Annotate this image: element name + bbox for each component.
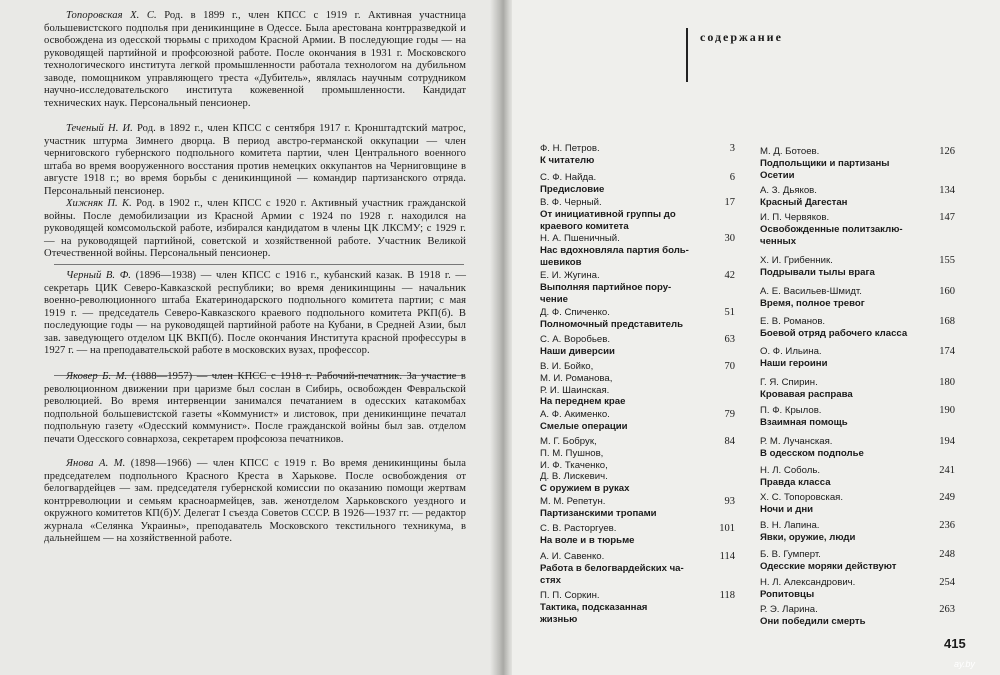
toc-entry-title: Тактика, подсказанная жизнью [540,601,648,625]
toc-entry-title: Взаимная помощь [760,416,848,428]
toc-entry-author: В. Ф. Черный. [540,197,602,208]
toc-entry-title: Наши диверсии [540,345,615,357]
toc-entry-author: П. П. Соркин. [540,590,600,601]
toc-entry [540,197,735,232]
left-page [0,0,495,675]
toc-entry-author: М. Д. Ботоев. [760,146,820,157]
toc-entry [540,270,735,305]
toc-entry-page: 126 [939,146,955,157]
toc-entry-page: 174 [939,346,955,357]
toc-entry [760,549,955,573]
toc-entry [760,212,955,247]
toc-entry-author: Е. В. Романов. [760,316,826,327]
toc-entry-author: М. М. Репетун. [540,496,606,507]
toc-entry-author: П. Ф. Крылов. [760,405,822,416]
toc-entry-title: Работа в белогвардейских ча- стях [540,562,684,586]
toc-entry [760,436,955,460]
toc-entry-author: Х. С. Топоровская. [760,492,844,503]
toc-entry [540,361,735,408]
toc-entry-title: На переднем крае [540,396,626,408]
toc-entry-author: А. И. Савенко. [540,551,605,562]
toc-entry [760,604,955,628]
toc-entry [540,172,735,196]
toc-entry [540,334,735,358]
toc-entry [540,590,735,625]
toc-entry-page: 147 [939,212,955,223]
toc-entry [540,496,735,520]
toc-entry-author: Д. Ф. Спиченко. [540,307,610,318]
biography-text: Род. в 1902 г., член КПСС с 1920 г. Активный участник гражданской войны. После демобилизации из Красной Армии с 1924 по 1928 г. находился на руководящей комсомольской работе, избирался кандидатом в члены ЦК ЛКСМУ; с 1929 г. — на руководящей партийной, советской и хозяйственной работе. Участник Великой Отечественной войны. Персональный пенсионер. [44,198,466,259]
toc-entry-title: Ночи и дни [760,503,814,515]
toc-entry [540,436,735,495]
toc-entry [760,465,955,489]
biography-entry [44,198,466,261]
toc-entry-page: 118 [719,590,735,601]
toc-entry-title: Нас вдохновляла партия боль- шевиков [540,244,689,268]
toc-entry-title: Ропитовцы [760,588,815,600]
toc-entry [760,405,955,429]
toc-entry-page: 155 [939,255,955,266]
toc-entry [540,143,735,167]
toc-entry-page: 236 [939,520,955,531]
toc-entry-page: 263 [939,604,955,615]
toc-entry-author: В. Н. Лапина. [760,520,820,531]
toc-entry-page: 194 [939,436,955,447]
toc-entry-author: О. Ф. Ильина. [760,346,822,357]
toc-entry-author: А. З. Дьяков. [760,185,817,196]
biography-text: (1898—1966) — член КПСС с 1919 г. Во время деникинщины была председателем подпольного Красного Креста в Харькове. После освобождения от белогвардейцев — зам. председателя губернской комиссии по оказанию помощи жертвам контрреволюции и семьям красноармейцев, зав. женотделом Харьковского уездного и окружного комитетов КП(б)У. Делегат I съезда Советов СССР. В 1926—1937 гг. — редактор журнала «Селянка Украины», преподаватель Московского текстильного техникума, в дальнейшем — на хозяйственной работе. [44,458,466,544]
toc-entry-page: 254 [939,577,955,588]
toc-entry-title: Кровавая расправа [760,388,853,400]
book-gutter [490,0,514,675]
toc-entry-page: 6 [729,172,735,183]
page-number: 415 [944,636,966,651]
toc-entry-page: 101 [719,523,735,534]
toc-entry-author: С. Ф. Найда. [540,172,597,183]
toc-entry-author: М. Г. Бобрук, П. М. Пушнов, И. Ф. Ткаченко, Д. В. Лискевич. [540,436,608,483]
toc-entry-page: 42 [724,270,735,281]
toc-entry-page: 79 [724,409,735,420]
toc-entry-title: Явки, оружие, люди [760,531,856,543]
toc-entry-title: Время, полное тревог [760,297,865,309]
toc-entry-author: Е. И. Жугина. [540,270,600,281]
toc-entry [540,551,735,586]
toc-entry-page: 63 [724,334,735,345]
toc-entry-author: И. П. Червяков. [760,212,830,223]
section-divider [54,264,464,265]
biography-name: Теченый Н. И. [66,123,133,134]
toc-entry-author: Г. Я. Спирин. [760,377,818,388]
toc-entry-title: Они победили смерть [760,615,866,627]
toc-entry-author: Ф. Н. Петров. [540,143,600,154]
toc-entry-page: 134 [939,185,955,196]
biography-entry [44,10,466,110]
toc-entry-title: Одесские моряки действуют [760,560,897,572]
toc-entry-title: Наши героини [760,357,828,369]
toc-entry [540,307,735,331]
biography-name: Топоровская Х. С. [66,10,157,21]
toc-entry-author: Б. В. Гумперт. [760,549,821,560]
biography-text: Род. в 1899 г., член КПСС с 1919 г. Активная участница большевистского подполья при деникинщине в Одессе. Была арестована контрразведкой и освобождена из одесской тюрьмы с приходом Красной Армии. В последующие годы — на руководящей партийной и профсоюзной работе. После окончания в 1931 г. Московского технологического института легкой промышленности работала технологом на дубильном заводе, помощником управляющего треста «Дубитель», являлась научным сотрудником научно-исследовательского института кожевенной промышленности. Кандидат технических наук. Персональный пенсионер. [44,10,466,109]
toc-entry-page: 114 [719,551,735,562]
toc-entry-page: 51 [724,307,735,318]
toc-entry-page: 3 [729,143,735,154]
biography-text: (1888—1957) — член КПСС с 1918 г. Рабочий-печатник. За участие в революционном движении при царизме был сослан в Сибирь, освобожден Февральской революцией. Во время интервенции занимался печатанием в одесских катакомбах подпольной большевистской газеты «Коммунист» и листовок, при деникинщине печатал подпольную газету «Одесский коммунист». После гражданской войны был зав. отделом печати Одесского совнархоза, секретарем профсоюза печатников. [44,371,466,445]
toc-entry-author: А. Ф. Акименко. [540,409,610,420]
toc-entry-title: Выполняя партийное пору- чение [540,281,672,305]
toc-heading: содержание [700,30,783,44]
toc-entry-page: 160 [939,286,955,297]
biography-entry [44,123,466,198]
toc-entry-author: Н. А. Пшеничный. [540,233,620,244]
toc-entry-page: 70 [724,361,735,372]
toc-entry-title: Подрывали тылы врага [760,266,875,278]
toc-entry [540,233,735,268]
toc-entry-page: 180 [939,377,955,388]
biography-name: Черный В. Ф. [66,270,131,281]
toc-entry-title: Освобожденные политзаклю- ченных [760,223,903,247]
toc-entry [760,185,955,209]
toc-entry-title: Полномочный представитель [540,318,683,330]
toc-entry-title: На воле и в тюрьме [540,534,635,546]
toc-entry-title: Подпольщики и партизаны Осетии [760,157,890,181]
toc-entry-title: Смелые операции [540,420,628,432]
biography-entry [44,458,466,546]
toc-entry-page: 168 [939,316,955,327]
toc-entry-title: От инициативной группы до краевого комитета [540,208,676,232]
toc-entry [760,577,955,601]
toc-entry-title: Предисловие [540,183,605,195]
toc-entry-title: Боевой отряд рабочего класса [760,327,908,339]
toc-entry-title: Партизанскими тропами [540,507,657,519]
biography-name: Яковер Б. М. [66,371,128,382]
toc-entry-page: 249 [939,492,955,503]
toc-entry [760,316,955,340]
toc-entry-author: С. В. Расторгуев. [540,523,617,534]
biography-name: Янова А. М. [66,458,126,469]
toc-entry-author: Н. Л. Александрович. [760,577,856,588]
biography-text: (1896—1938) — член КПСС с 1916 г., кубанский казак. В 1918 г. — секретарь ЦИК Северо-Кавказской республики; во время деникинщины — начальник военно-революционного штаба Екатеринодарского подпольного комитета партии; с мая 1919 г. — председатель Северо-Кавказского краевого подпольного комитета РКП(б). В последующие годы — на руководящей партийной работе на Кубани, в Средней Азии, был зав. заведующего отделом ЦК ВКП(б). После окончания Института красной профессуры в 1927 г. — на преподавательской работе в московских вузах, профессор. [44,270,466,356]
toc-entry-title: С оружием в руках [540,483,630,495]
toc-entry-title: В одесском подполье [760,447,864,459]
toc-entry [760,520,955,544]
toc-entry [540,523,735,547]
toc-entry-page: 248 [939,549,955,560]
toc-entry [760,346,955,370]
toc-entry-page: 190 [939,405,955,416]
toc-entry-title: Красный Дагестан [760,196,848,208]
toc-entry [540,409,735,433]
toc-entry [760,492,955,516]
toc-entry [760,146,955,181]
biography-name: Хижняк П. К. [66,198,132,209]
toc-entry-title: К читателю [540,154,595,166]
toc-entry-author: Р. М. Лучанская. [760,436,833,447]
toc-entry-author: Н. Л. Соболь. [760,465,821,476]
biography-text: Род. в 1892 г., член КПСС с сентября 1917 г. Кронштадтский матрос, участник штурма Зимнего дворца. В период австро-германской оккупации — член черниговского губернского подпольного комитета партии, член Центрального военного штаба во время вооруженного восстания против немецких оккупантов на Черниговщине в августе 1918 г.; во время борьбы с деникинщиной — командир партизанского отряда. Персональный пенсионер. [44,123,466,197]
toc-entry-page: 84 [724,436,735,447]
watermark: ay.by [954,659,975,669]
toc-entry [760,255,955,279]
toc-entry-author: А. Е. Васильев-Шмидт. [760,286,862,297]
toc-entry-page: 30 [724,233,735,244]
toc-entry-author: С. А. Воробьев. [540,334,610,345]
toc-entry-author: В. И. Бойко, М. И. Романова, Р. И. Шаинская. [540,361,613,396]
toc-entry-author: Х. И. Грибенник. [760,255,833,266]
toc-entry-page: 241 [939,465,955,476]
toc-entry [760,377,955,401]
toc-entry-author: Р. Э. Ларина. [760,604,818,615]
heading-rule [686,28,688,82]
biography-entry [44,371,466,446]
toc-entry [760,286,955,310]
toc-entry-page: 17 [724,197,735,208]
toc-entry-title: Правда класса [760,476,831,488]
toc-entry-page: 93 [724,496,735,507]
biography-entry [44,270,466,358]
